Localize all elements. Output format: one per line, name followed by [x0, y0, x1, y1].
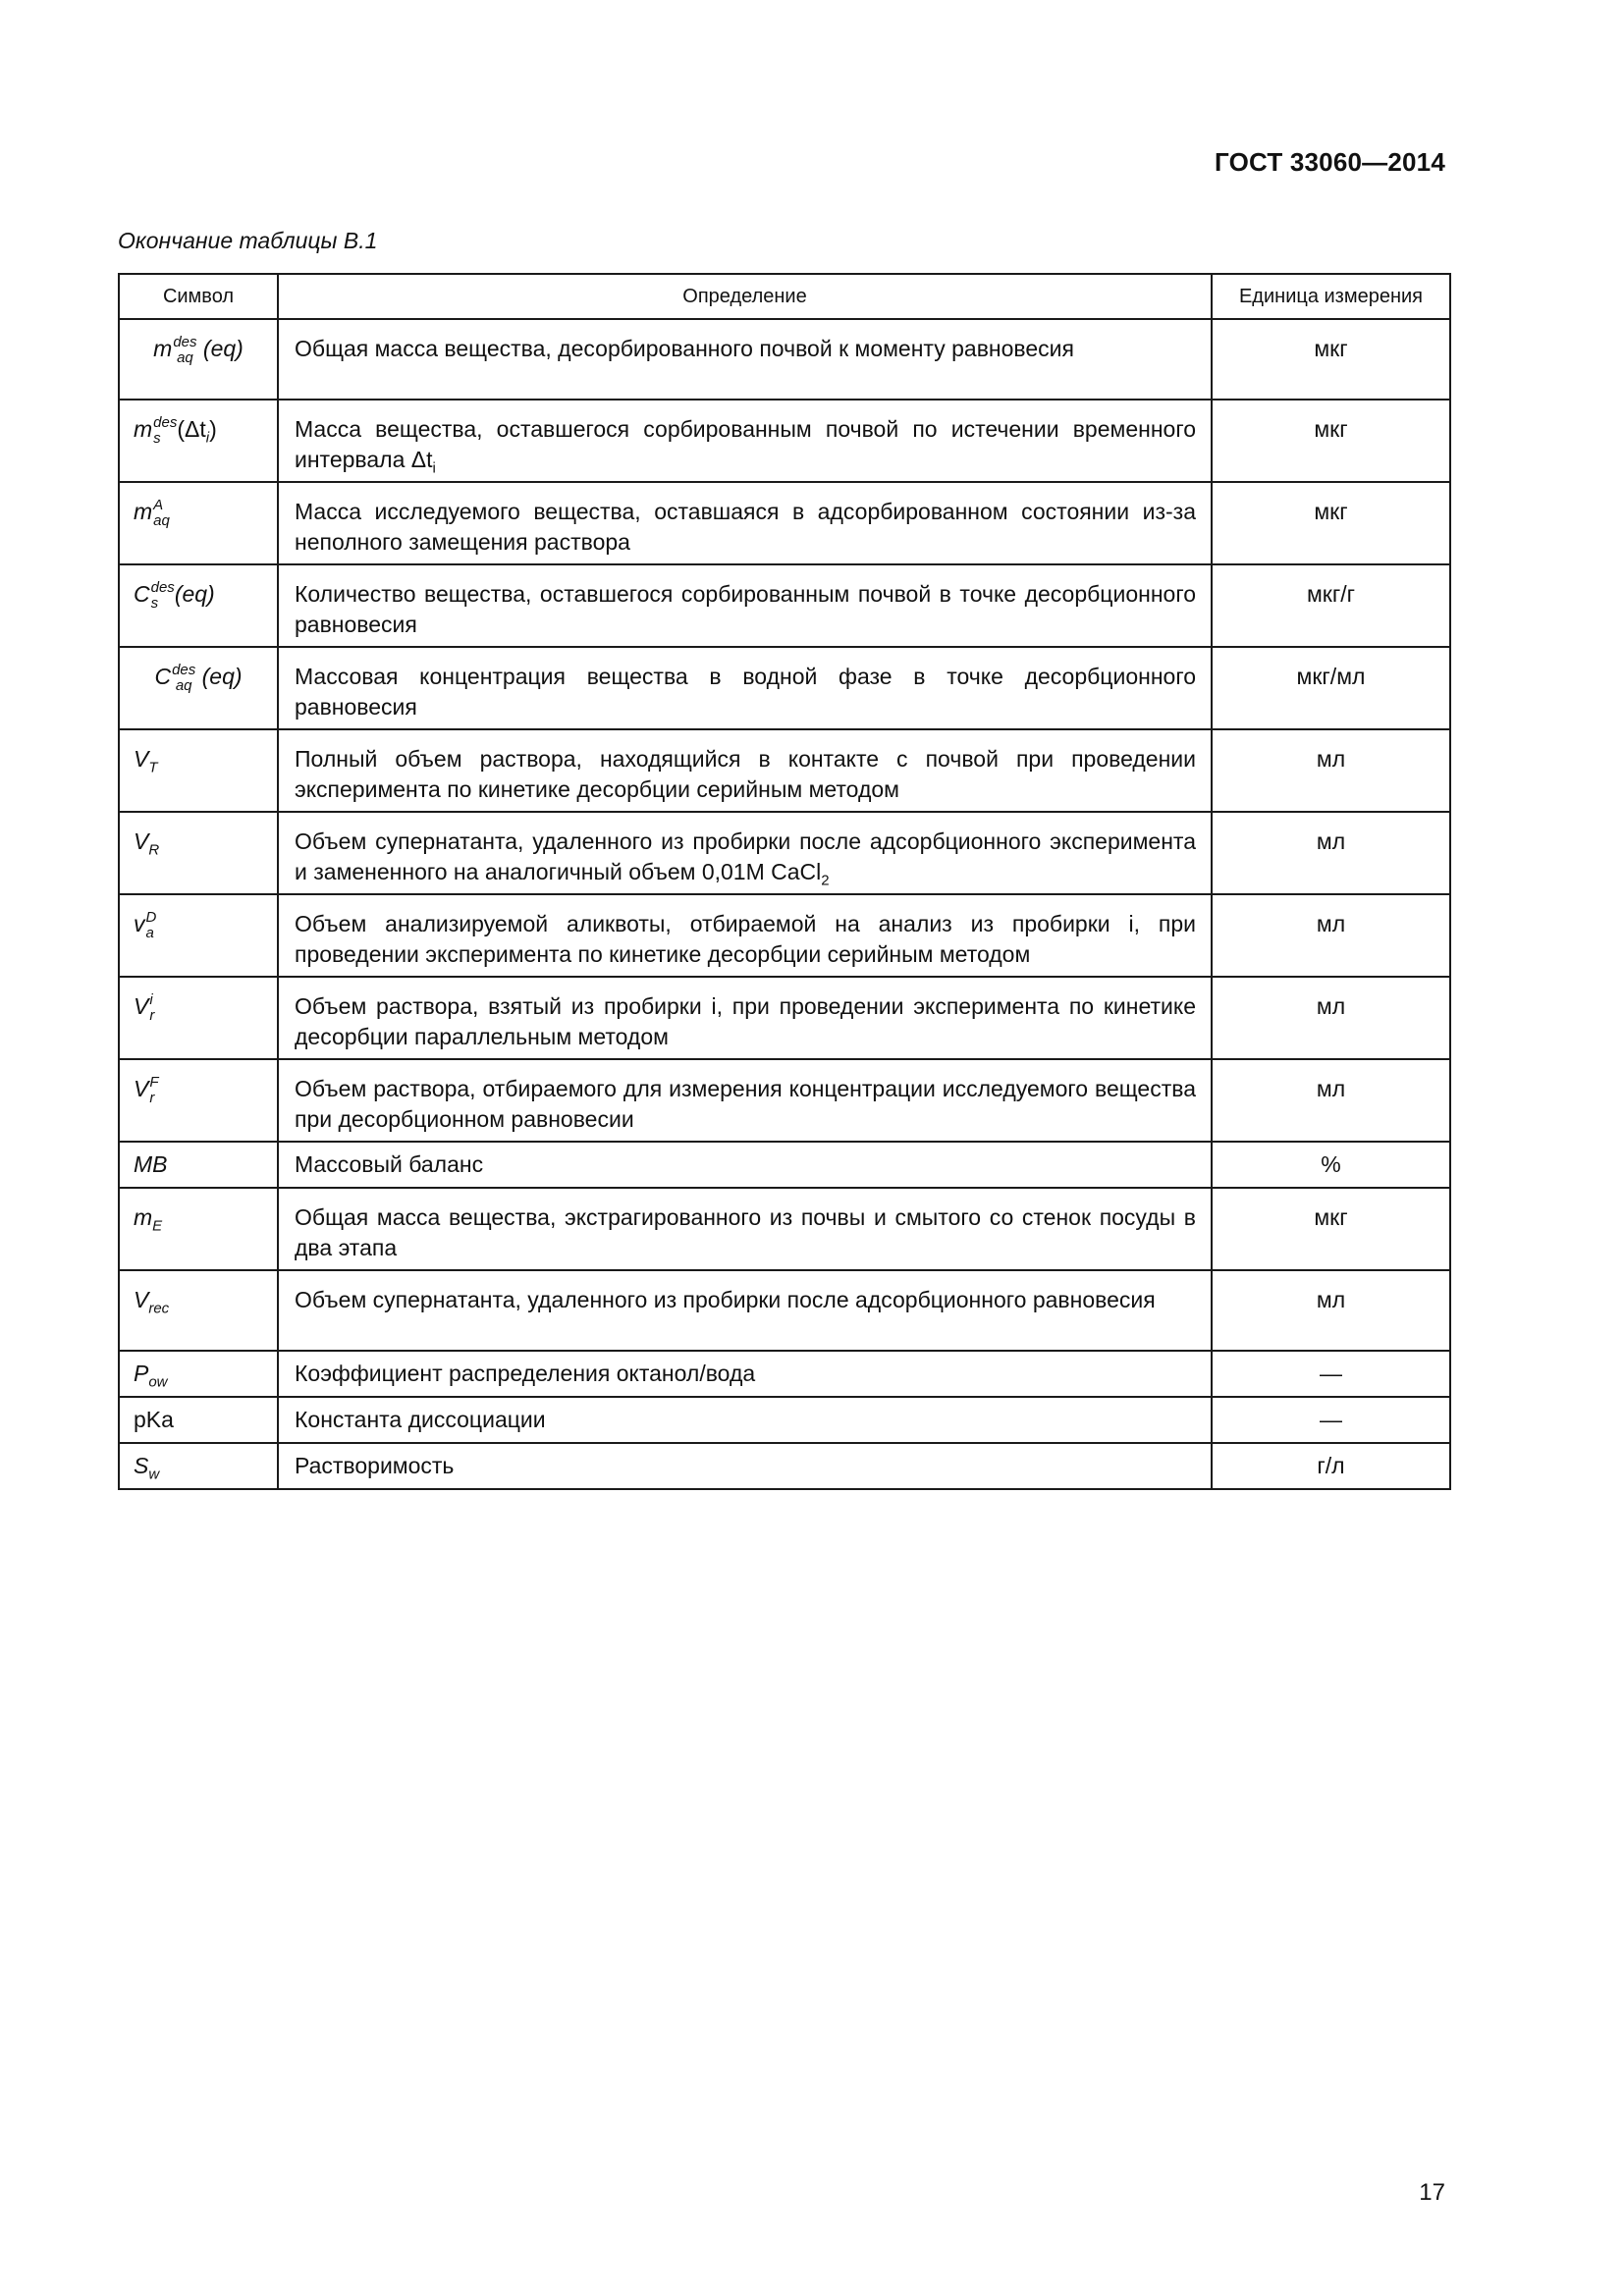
unit-cell: мл [1212, 894, 1450, 977]
symbol-indices [151, 580, 175, 612]
symbol-sup: des [172, 661, 196, 678]
symbol-cell [119, 1059, 278, 1142]
symbol-sup: des [173, 333, 197, 350]
symbol-sub: R [148, 841, 160, 859]
symbol-base: m [153, 336, 173, 361]
definition-cell: Массовый баланс [278, 1142, 1212, 1188]
page-number: 17 [1419, 2179, 1445, 2206]
column-header-symbol: Символ [119, 274, 278, 319]
table-row [119, 1443, 1450, 1489]
symbol-sub: aq [175, 676, 192, 694]
symbol-sup: i [149, 990, 153, 1008]
symbol-tail-end: ) [209, 416, 217, 442]
unit-cell: — [1212, 1351, 1450, 1397]
definition-cell: Масса исследуемого вещества, оставшаяся в адсорбированном состоянии из-за неполного замещения раствора [278, 482, 1212, 564]
symbol-indices [149, 1075, 158, 1106]
table-row [119, 1270, 1450, 1351]
column-header-unit: Единица измерения [1212, 274, 1450, 319]
symbol-base: P [134, 1361, 149, 1386]
definition-text: Масса вещества, оставшегося сорбированным почвой по истечении временного интервала Δt [295, 416, 1196, 472]
definition-text: Объем супернатанта, удаленного из пробирки после адсорбционного эксперимента и замененного на аналогичный объем 0,01М CaCl [295, 828, 1196, 884]
symbol-cell [119, 1188, 278, 1270]
table-row [119, 564, 1450, 647]
symbol-sub: r [149, 1006, 155, 1024]
table-row [119, 482, 1450, 564]
symbol-cell [119, 1443, 278, 1489]
definition-cell [278, 812, 1212, 894]
symbol-sub: ow [148, 1373, 168, 1391]
definition-cell [278, 400, 1212, 482]
symbol-sub: r [149, 1089, 155, 1106]
table-row [119, 1397, 1450, 1443]
symbol-base: S [134, 1453, 149, 1478]
column-header-definition: Определение [278, 274, 1212, 319]
symbol-sub: aq [177, 348, 193, 366]
unit-cell: мл [1212, 1059, 1450, 1142]
unit-cell: г/л [1212, 1443, 1450, 1489]
definition-cell: Коэффициент распределения октанол/вода [278, 1351, 1212, 1397]
symbol-sub: aq [153, 511, 170, 529]
symbol-tail: (eq) [174, 581, 215, 607]
definition-cell: Полный объем раствора, находящийся в контакте с почвой при проведении эксперимента по кинетике десорбции серийным методом [278, 729, 1212, 812]
symbol-base: V [134, 993, 149, 1019]
symbol-sub: E [152, 1217, 163, 1235]
symbol-base: m [134, 416, 153, 442]
table-row [119, 1059, 1450, 1142]
symbol-sup: des [150, 578, 175, 596]
table-row [119, 1188, 1450, 1270]
symbol-base: v [134, 911, 145, 936]
symbol-cell [119, 812, 278, 894]
definition-cell: Растворимость [278, 1443, 1212, 1489]
unit-cell: % [1212, 1142, 1450, 1188]
symbol-base: C [154, 664, 172, 689]
symbol-sub: w [148, 1466, 160, 1483]
symbol-sup: D [145, 908, 157, 926]
symbol-indices [153, 415, 177, 447]
table-row [119, 729, 1450, 812]
symbol-sub: rec [148, 1300, 170, 1317]
unit-cell: — [1212, 1397, 1450, 1443]
symbol-tail-sub: i [205, 429, 210, 447]
table-row [119, 1351, 1450, 1397]
symbol-cell [119, 977, 278, 1059]
symbol-indices [149, 992, 154, 1024]
table-row [119, 1142, 1450, 1188]
table-row [119, 400, 1450, 482]
table-caption: Окончание таблицы В.1 [118, 228, 378, 253]
symbol-base: m [134, 1204, 153, 1230]
unit-cell: мл [1212, 812, 1450, 894]
unit-cell: мкг [1212, 482, 1450, 564]
definition-cell: Объем супернатанта, удаленного из пробирки после адсорбционного равновесия [278, 1270, 1212, 1351]
definition-cell: Общая масса вещества, десорбированного почвой к моменту равновесия [278, 319, 1212, 400]
symbol-sup: A [153, 496, 164, 513]
symbol-base: C [134, 581, 150, 607]
symbol-cell [119, 1270, 278, 1351]
symbol-cell [119, 894, 278, 977]
unit-cell: мл [1212, 1270, 1450, 1351]
unit-cell: мл [1212, 729, 1450, 812]
table-header-row [119, 274, 1450, 319]
symbol-sup: des [153, 413, 178, 431]
symbol-cell [119, 400, 278, 482]
symbol-base: m [134, 499, 153, 524]
table-row [119, 977, 1450, 1059]
table-row [119, 647, 1450, 729]
symbol-cell [119, 1351, 278, 1397]
symbol-cell [119, 729, 278, 812]
definition-sub: 2 [821, 872, 830, 889]
symbol-tail: (Δt [177, 416, 206, 442]
symbol-base: V [134, 1076, 149, 1101]
symbol-sub: s [150, 594, 159, 612]
definition-cell: Объем раствора, отбираемого для измерения концентрации исследуемого вещества при десорбционном равновесии [278, 1059, 1212, 1142]
symbol-sub: s [153, 429, 161, 447]
symbol-cell: pKa [119, 1397, 278, 1443]
definition-cell: Количество вещества, оставшегося сорбированным почвой в точке десорбционного равновесия [278, 564, 1212, 647]
symbol-sup: F [149, 1073, 159, 1091]
unit-cell: мкг [1212, 319, 1450, 400]
symbol-cell [119, 564, 278, 647]
symbol-indices [146, 910, 157, 941]
table-row [119, 812, 1450, 894]
definition-cell: Объем анализируемой аликвоты, отбираемой на анализ из пробирки i, при проведении эксперимента по кинетике десорбции серийным методом [278, 894, 1212, 977]
symbol-cell [119, 319, 278, 400]
definitions-table [118, 273, 1451, 1490]
unit-cell: мкг [1212, 400, 1450, 482]
symbol-indices [172, 663, 195, 694]
symbol-indices [173, 335, 196, 366]
symbol-sub: T [148, 759, 158, 776]
symbol-cell [119, 647, 278, 729]
symbol-indices [153, 498, 170, 529]
unit-cell: мкг/г [1212, 564, 1450, 647]
unit-cell: мл [1212, 977, 1450, 1059]
definition-cell: Общая масса вещества, экстрагированного из почвы и смытого со стенок посуды в два этапа [278, 1188, 1212, 1270]
symbol-base: V [134, 1287, 149, 1312]
symbol-tail: (eq) [195, 664, 243, 689]
symbol-cell: MB [119, 1142, 278, 1188]
symbol-base: V [134, 746, 149, 772]
definition-cell: Массовая концентрация вещества в водной фазе в точке десорбционного равновесия [278, 647, 1212, 729]
table-row [119, 319, 1450, 400]
symbol-base: V [134, 828, 149, 854]
table-row [119, 894, 1450, 977]
definition-sub: i [432, 459, 436, 477]
document-code: ГОСТ 33060—2014 [1215, 147, 1445, 177]
unit-cell: мкг [1212, 1188, 1450, 1270]
symbol-sub: a [145, 924, 154, 941]
symbol-cell [119, 482, 278, 564]
symbol-tail: (eq) [196, 336, 244, 361]
definition-cell: Объем раствора, взятый из пробирки i, при проведении эксперимента по кинетике десорбции параллельным методом [278, 977, 1212, 1059]
unit-cell: мкг/мл [1212, 647, 1450, 729]
definition-cell: Константа диссоциации [278, 1397, 1212, 1443]
